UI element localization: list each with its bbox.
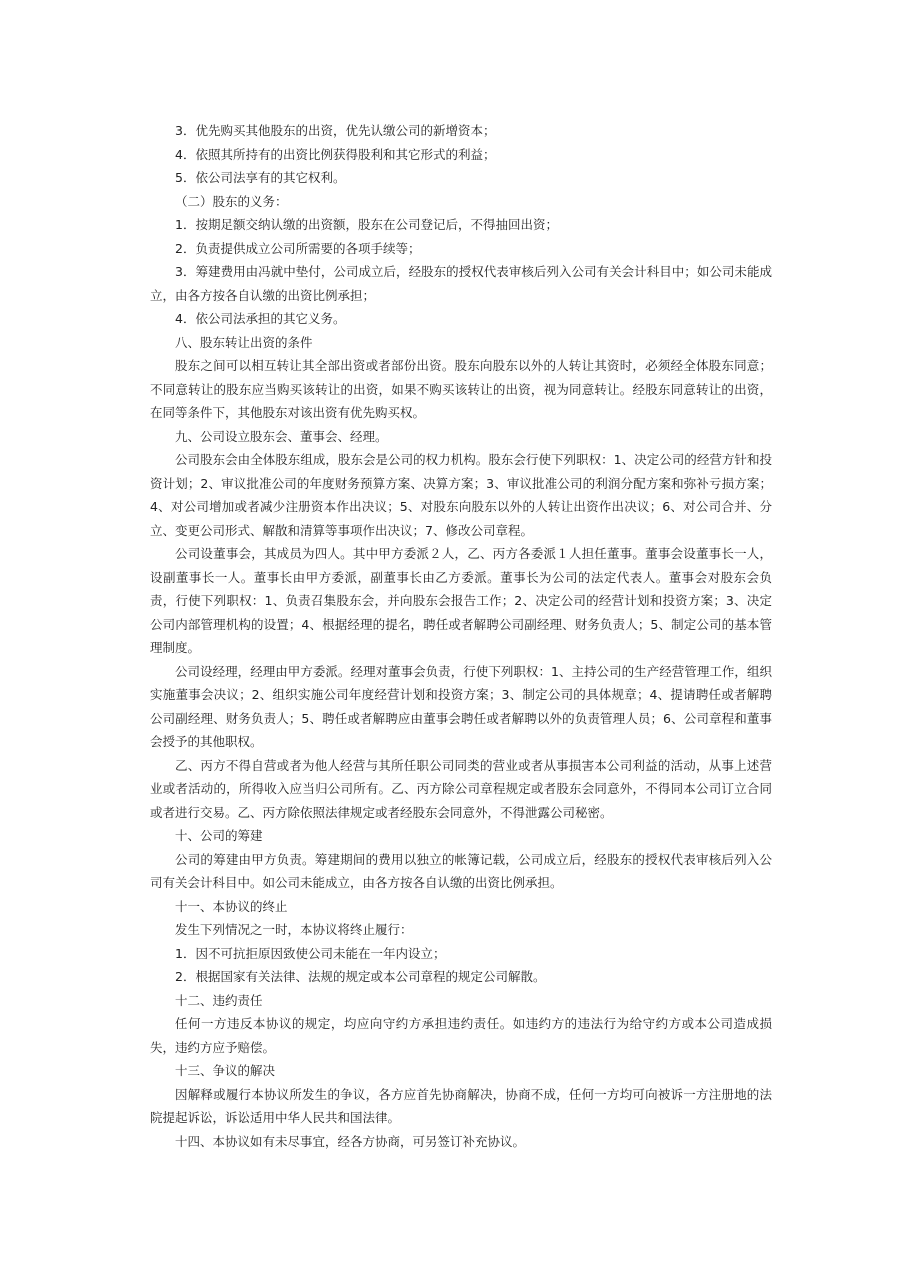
document-body — [150, 119, 772, 1153]
paragraph: 3．筹建费用由冯就中垫付，公司成立后，经股东的授权代表审核后列入公司有关会计科目中；如公司未能成立，由各方按各自认缴的出资比例承担； — [150, 264, 772, 303]
section-heading: （二）股东的义务： — [175, 193, 288, 209]
paragraph: 公司设经理，经理由甲方委派。经理对董事会负责，行使下列职权：1、主持公司的生产经营管理工作，组织实施董事会决议；2、组织实施公司年度经营计划和投资方案；3、制定公司的具体规章；4、提请聘任或者解聘公司副经理、财务负责人；5、聘任或者解聘应由董事会聘任或者解聘以外的负责管理人员；6、公司章程和董事会授予的其他职权。 — [150, 663, 772, 749]
paragraph: 公司股东会由全体股东组成，股东会是公司的权力机构。股东会行使下列职权：1、决定公司的经营方针和投资计划；2、审议批准公司的年度财务预算方案、决算方案；3、审议批准公司的利润分配方案和弥补亏损方案；4、对公司增加或者减少注册资本作出决议；5、对股东向股东以外的人转让出资作出决议；6、对公司合并、分立、变更公司形式、解散和清算等事项作出决议；7、修改公司章程。 — [150, 452, 772, 538]
paragraph: 发生下列情况之一时，本协议将终止履行： — [175, 922, 413, 937]
paragraph: 4．依照其所持有的出资比例获得股利和其它形式的利益； — [175, 146, 496, 162]
paragraph: 2．负责提供成立公司所需要的各项手续等； — [175, 240, 421, 256]
section-heading: 十一、本协议的终止 — [175, 898, 288, 914]
paragraph: 公司的筹建由甲方负责。筹建期间的费用以独立的帐簿记载，公司成立后，经股东的授权代表审核后列入公司有关会计科目中。如公司未能成立，由各方按各自认缴的出资比例承担。 — [150, 851, 772, 890]
paragraph: 2．根据国家有关法律、法规的规定或本公司章程的规定公司解散。 — [175, 969, 546, 984]
paragraph: 因解释或履行本协议所发生的争议，各方应首先协商解决，协商不成，任何一方均可向被诉一方注册地的法院提起诉讼，诉讼适用中华人民共和国法律。 — [150, 1086, 772, 1125]
paragraph: 公司设董事会，其成员为四人。其中甲方委派２人，乙、丙方各委派１人担任董事。董事会设董事长一人，设副董事长一人。董事长由甲方委派，副董事长由乙方委派。董事长为公司的法定代表人。董事会对股东会负责，行使下列职权：1、负责召集股东会，并向股东会报告工作；2、决定公司的经营计划和投资方案；3、决定公司内部管理机构的设置；4、根据经理的提名，聘任或者解聘公司副经理、财务负责人；5、制定公司的基本管理制度。 — [150, 546, 772, 655]
paragraph: 3．优先购买其他股东的出资，优先认缴公司的新增资本； — [175, 123, 496, 138]
paragraph: 任何一方违反本协议的规定，均应向守约方承担违约责任。如违约方的违法行为给守约方或本公司造成损失，违约方应予赔偿。 — [150, 1016, 772, 1055]
section-heading: 十二、违约责任 — [175, 992, 263, 1008]
paragraph: 乙、丙方不得自营或者为他人经营与其所任职公司同类的营业或者从事损害本公司利益的活动，从事上述营业或者活动的，所得收入应当归公司所有。乙、丙方除公司章程规定或者股东会同意外，不得同本公司订立合同或者进行交易。乙、丙方除依照法律规定或者经股东会同意外，不得泄露公司秘密。 — [150, 757, 772, 820]
section-heading: 十、公司的筹建 — [175, 828, 263, 843]
section-heading: 八、股东转让出资的条件 — [175, 334, 313, 350]
paragraph: 1．按期足额交纳认缴的出资额，股东在公司登记后，不得抽回出资； — [175, 217, 558, 232]
paragraph: 股东之间可以相互转让其全部出资或者部份出资。股东向股东以外的人转让其资时，必须经全体股东同意；不同意转让的股东应当购买该转让的出资，如果不购买该转让的出资，视为同意转让。经股东同意转让的出资，在同等条件下，其他股东对该出资有优先购买权。 — [150, 358, 772, 420]
section-heading: 九、公司设立股东会、董事会、经理。 — [175, 428, 388, 444]
paragraph: 十四、本协议如有未尽事宜，经各方协商，可另签订补充协议。 — [175, 1133, 526, 1149]
paragraph: 5．依公司法享有的其它权利。 — [175, 170, 346, 185]
paragraph: 4．依公司法承担的其它义务。 — [175, 311, 346, 326]
paragraph: 1．因不可抗拒原因致使公司未能在一年内设立； — [175, 945, 446, 961]
section-heading: 十三、争议的解决 — [175, 1063, 276, 1078]
